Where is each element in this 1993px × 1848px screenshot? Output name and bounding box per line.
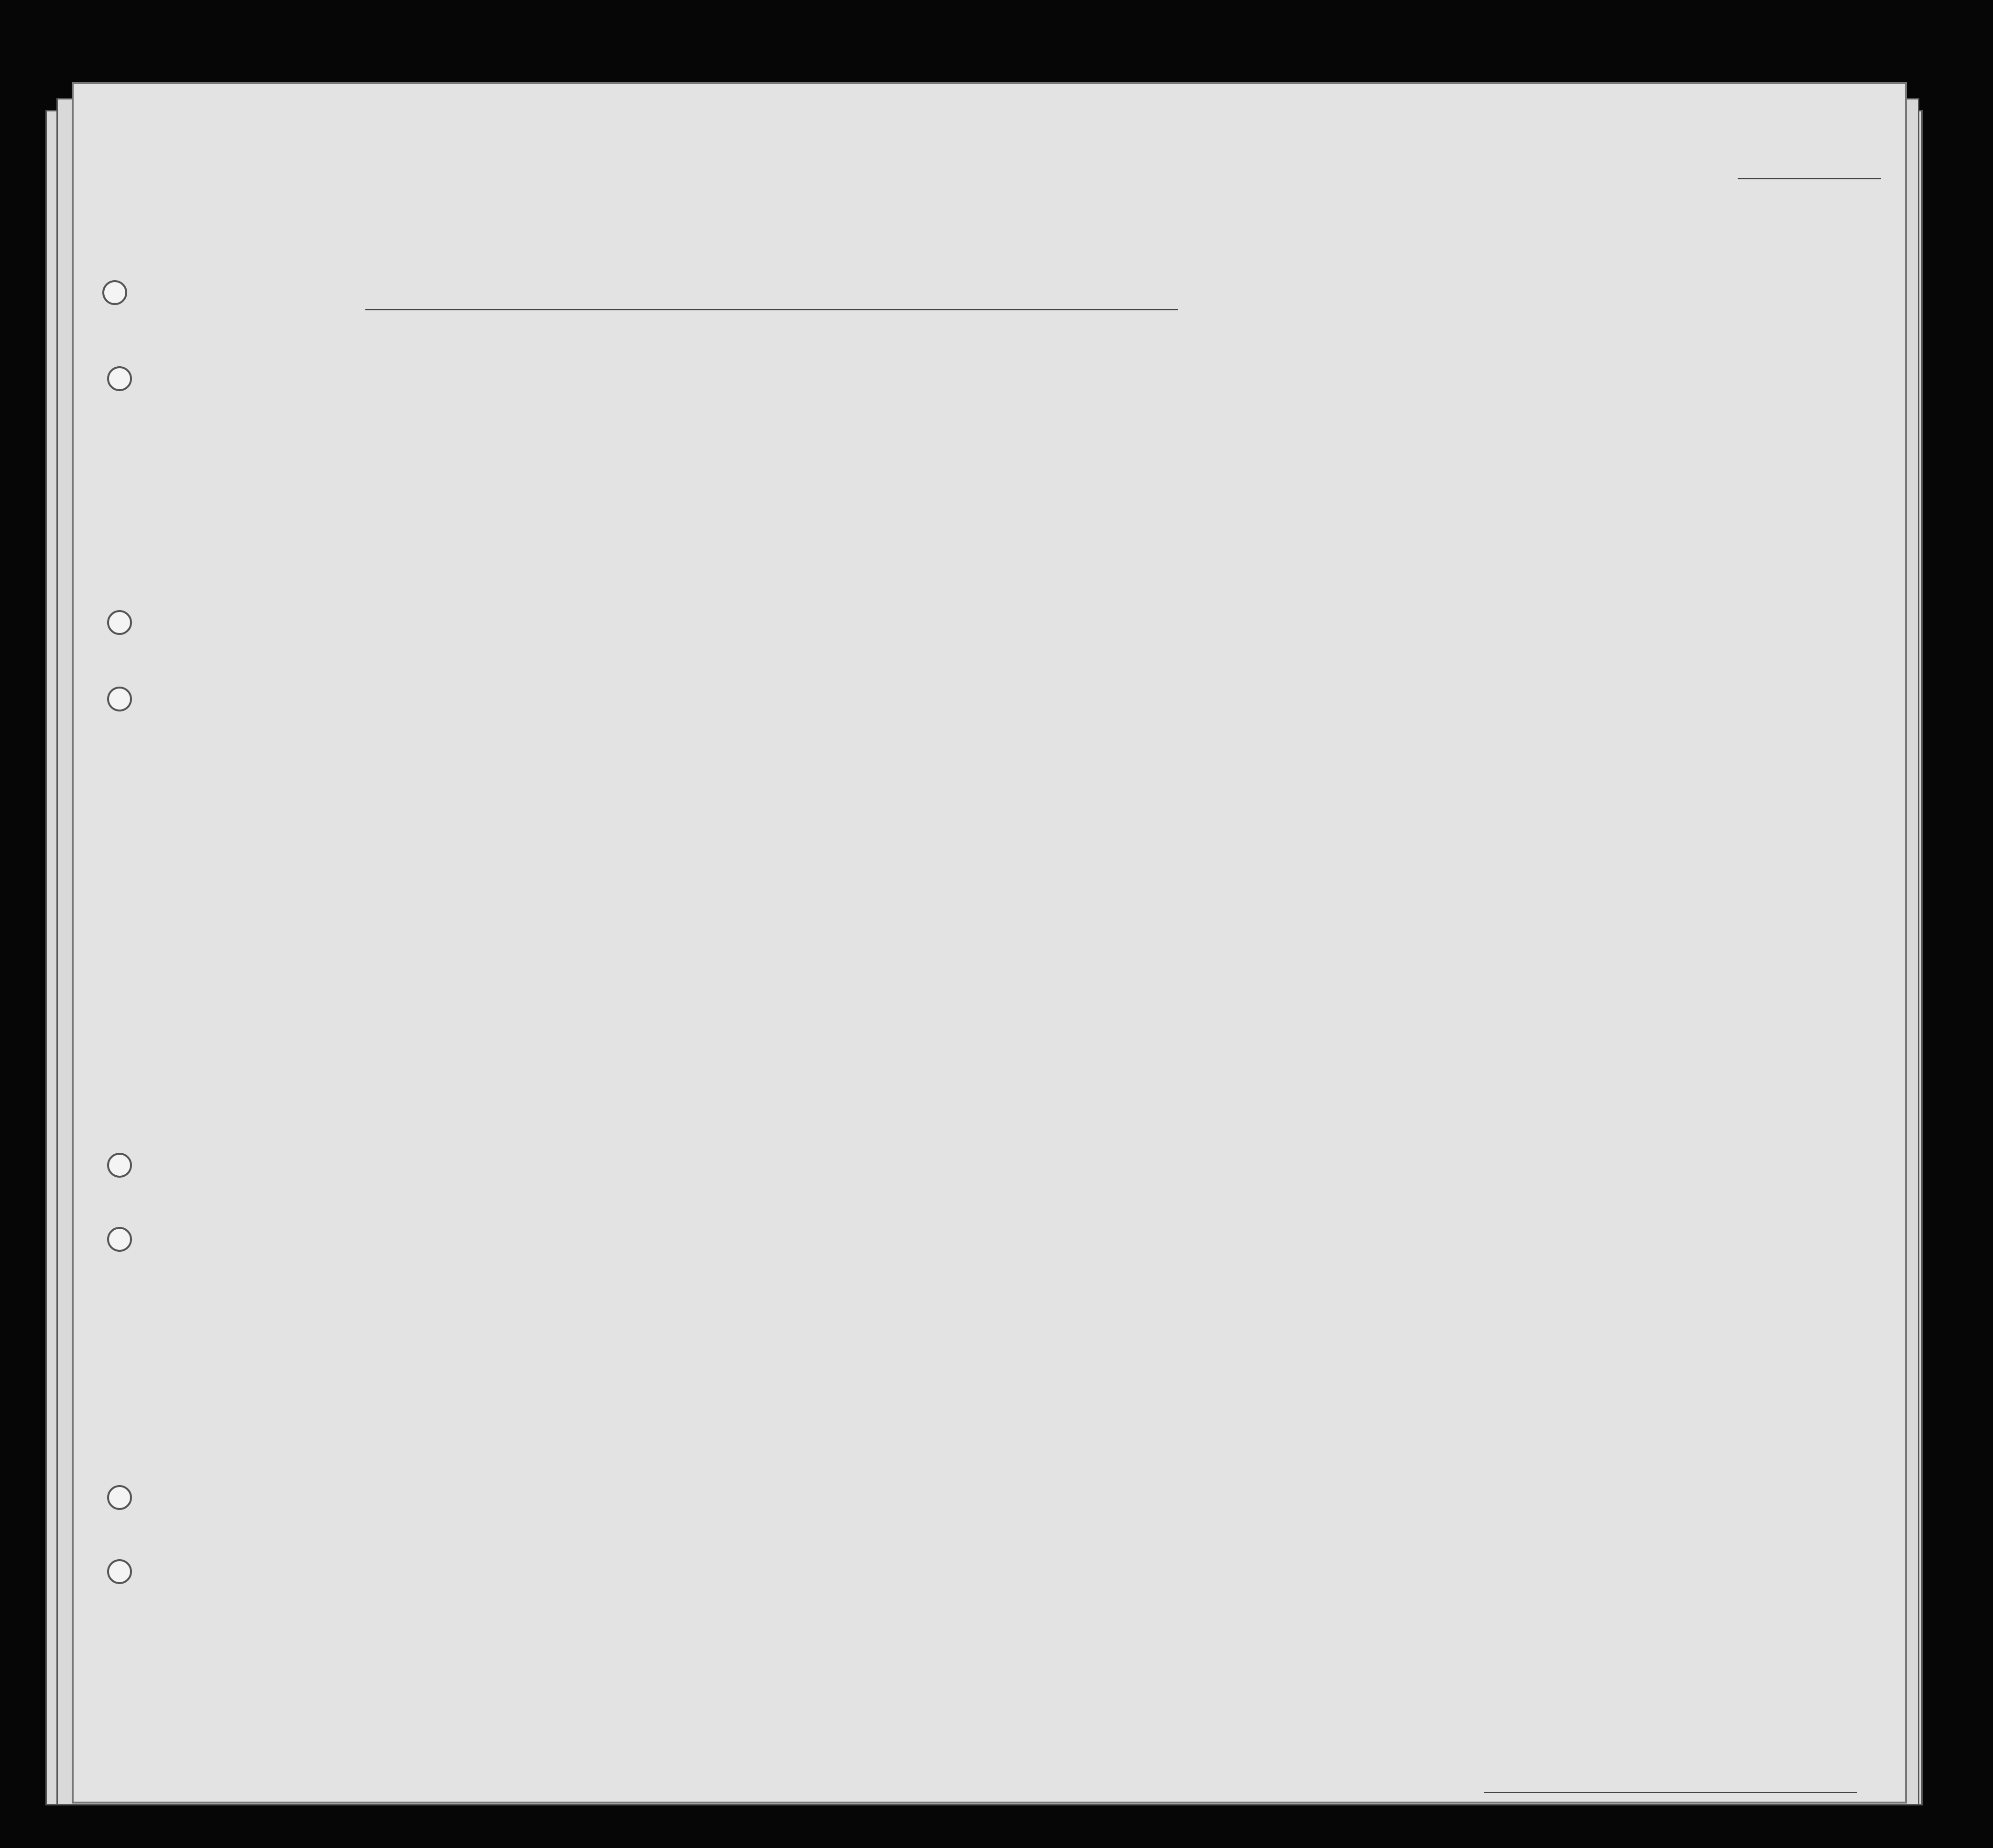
table-grid: [74, 84, 1905, 1802]
line-field: [1484, 1792, 1857, 1793]
manifest-sheet: [72, 82, 1907, 1804]
